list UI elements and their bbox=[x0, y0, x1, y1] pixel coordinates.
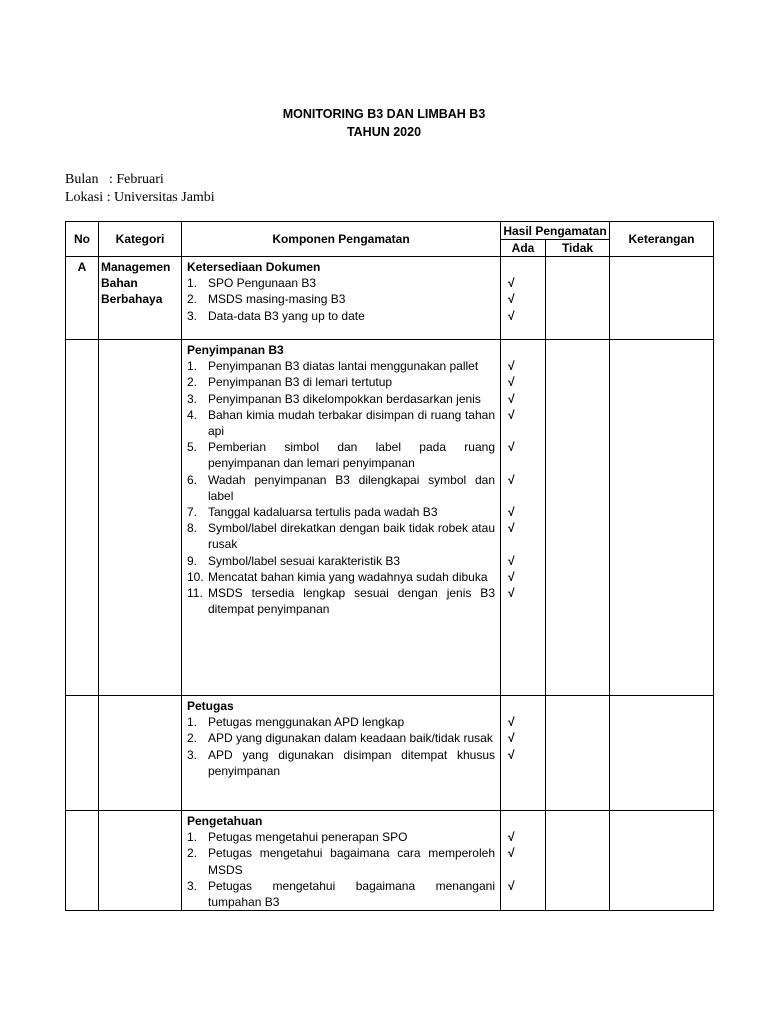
item-text: APD yang digunakan disimpan ditempat khusus penyimpanan bbox=[208, 747, 495, 778]
check-mark-icon: √ bbox=[508, 586, 515, 601]
check-mark-icon: √ bbox=[508, 715, 515, 730]
item-number: 2. bbox=[187, 292, 198, 307]
no-cell: A bbox=[66, 257, 99, 340]
item-text: Petugas mengetahui bagaimana cara memperoleh MSDS bbox=[208, 846, 495, 877]
komponen-cell bbox=[182, 811, 501, 911]
item-number: 1. bbox=[187, 276, 198, 291]
item-number: 6. bbox=[187, 472, 198, 487]
document-year: TAHUN 2020 bbox=[346, 125, 422, 139]
monitoring-table bbox=[65, 221, 714, 911]
ada-cell bbox=[501, 696, 546, 811]
item-number: 1. bbox=[187, 715, 198, 730]
list-item bbox=[187, 829, 495, 845]
list-item bbox=[187, 472, 495, 504]
ada-cell bbox=[501, 811, 546, 911]
check-mark-icon: √ bbox=[508, 359, 515, 374]
item-text: Pemberian simbol dan label pada ruang penyimpanan dan lemari penyimpanan bbox=[208, 440, 495, 471]
list-item bbox=[187, 275, 495, 291]
item-list bbox=[187, 714, 495, 779]
item-number: 4. bbox=[187, 407, 198, 422]
item-text: Petugas mengetahui bagaimana menangani tumpahan B3 bbox=[208, 878, 495, 910]
check-mark-icon: √ bbox=[508, 521, 515, 536]
item-number: 7. bbox=[187, 505, 198, 520]
item-text: Symbol/label direkatkan dengan baik tidak robek atau rusak bbox=[208, 521, 495, 552]
check-mark-icon: √ bbox=[508, 569, 515, 584]
check-mark-icon: √ bbox=[508, 747, 515, 762]
list-item bbox=[187, 845, 495, 877]
item-text: MSDS tersedia lengkap sesuai dengan jenis B3 ditempat penyimpanan bbox=[208, 586, 495, 617]
header-kategori: Kategori bbox=[99, 222, 182, 257]
document-title: MONITORING B3 DAN LIMBAH B3 bbox=[282, 107, 486, 121]
item-text: APD yang digunakan dalam keadaan baik/tidak rusak bbox=[208, 731, 493, 746]
item-text: Tanggal kadaluarsa tertulis pada wadah B3 bbox=[208, 505, 438, 520]
check-mark-icon: √ bbox=[508, 846, 515, 861]
item-number: 2. bbox=[187, 731, 198, 746]
komponen-cell bbox=[182, 340, 501, 696]
section-title: Ketersediaan Dokumen bbox=[187, 260, 321, 274]
check-mark-icon: √ bbox=[508, 731, 515, 746]
kategori-cell bbox=[99, 257, 182, 340]
check-mark-icon: √ bbox=[508, 553, 515, 568]
list-item bbox=[187, 391, 495, 407]
check-mark-icon: √ bbox=[508, 391, 515, 406]
keterangan-cell bbox=[610, 257, 714, 340]
list-item bbox=[187, 878, 495, 910]
check-mark-icon: √ bbox=[508, 375, 515, 390]
list-item bbox=[187, 747, 495, 779]
section-row bbox=[66, 696, 714, 811]
tidak-cell bbox=[546, 340, 610, 696]
ada-cell bbox=[501, 340, 546, 696]
kategori-line: Bahan bbox=[101, 276, 138, 291]
header-no: No bbox=[66, 222, 99, 257]
item-text: Petugas mengetahui penerapan SPO bbox=[208, 830, 408, 845]
item-text: Bahan kimia mudah terbakar disimpan di ruang tahan api bbox=[208, 407, 495, 439]
section-title: Petugas bbox=[187, 699, 234, 713]
no-cell bbox=[66, 696, 99, 811]
section-row bbox=[66, 811, 714, 911]
check-mark-icon: √ bbox=[508, 308, 515, 323]
item-list bbox=[187, 275, 495, 324]
check-mark-icon: √ bbox=[508, 878, 515, 893]
item-number: 3. bbox=[187, 308, 198, 323]
list-item bbox=[187, 374, 495, 390]
item-number: 8. bbox=[187, 521, 198, 536]
check-mark-icon: √ bbox=[508, 292, 515, 307]
list-item bbox=[187, 714, 495, 730]
item-number: 5. bbox=[187, 440, 198, 455]
list-item bbox=[187, 553, 495, 569]
section-row bbox=[66, 340, 714, 696]
check-mark-icon: √ bbox=[508, 505, 515, 520]
bulan-line: Bulan : Februari bbox=[65, 172, 164, 187]
item-text: Symbol/label sesuai karakteristik B3 bbox=[208, 553, 401, 568]
item-text: Penyimpanan B3 di lemari tertutup bbox=[208, 375, 393, 390]
komponen-cell bbox=[182, 696, 501, 811]
header-tidak: Tidak bbox=[546, 240, 610, 257]
header-komponen: Komponen Pengamatan bbox=[182, 222, 501, 257]
list-item bbox=[187, 439, 495, 471]
list-item bbox=[187, 407, 495, 439]
item-text: Penyimpanan B3 diatas lantai menggunakan pallet bbox=[208, 359, 479, 374]
kategori-cell bbox=[99, 340, 182, 696]
keterangan-cell bbox=[610, 696, 714, 811]
item-number: 2. bbox=[187, 846, 198, 861]
no-cell bbox=[66, 340, 99, 696]
list-item bbox=[187, 504, 495, 520]
list-item bbox=[187, 291, 495, 307]
item-number: 3. bbox=[187, 878, 198, 893]
check-mark-icon: √ bbox=[508, 407, 515, 422]
list-item bbox=[187, 520, 495, 552]
komponen-cell bbox=[182, 257, 501, 340]
ada-cell bbox=[501, 257, 546, 340]
tidak-cell bbox=[546, 696, 610, 811]
check-mark-icon: √ bbox=[508, 440, 515, 455]
kategori-line: Managemen bbox=[101, 260, 171, 274]
header-keterangan: Keterangan bbox=[610, 222, 714, 257]
header-ada: Ada bbox=[501, 240, 546, 257]
list-item bbox=[187, 308, 495, 324]
item-number: 1. bbox=[187, 359, 198, 374]
item-text: Petugas menggunakan APD lengkap bbox=[208, 715, 405, 730]
item-number: 3. bbox=[187, 747, 198, 762]
keterangan-cell bbox=[610, 340, 714, 696]
item-text: Data-data B3 yang up to date bbox=[208, 308, 365, 323]
no-cell bbox=[66, 811, 99, 911]
check-mark-icon: √ bbox=[508, 830, 515, 845]
item-text: Penyimpanan B3 dikelompokkan berdasarkan jenis bbox=[208, 391, 481, 406]
item-list bbox=[187, 358, 495, 617]
list-item bbox=[187, 569, 495, 585]
keterangan-cell bbox=[610, 811, 714, 911]
kategori-cell bbox=[99, 696, 182, 811]
item-number: 2. bbox=[187, 375, 198, 390]
item-number: 1. bbox=[187, 830, 198, 845]
check-mark-icon: √ bbox=[508, 472, 515, 487]
item-text: Mencatat bahan kimia yang wadahnya sudah dibuka bbox=[208, 569, 488, 584]
kategori-line: Berbahaya bbox=[101, 292, 163, 307]
tidak-cell bbox=[546, 257, 610, 340]
item-text: MSDS masing-masing B3 bbox=[208, 292, 346, 307]
header-hasil-pengamatan: Hasil Pengamatan bbox=[501, 222, 610, 240]
check-mark-icon: √ bbox=[508, 276, 515, 291]
section-row bbox=[66, 257, 714, 340]
item-number: 9. bbox=[187, 553, 198, 568]
tidak-cell bbox=[546, 811, 610, 911]
list-item bbox=[187, 730, 495, 746]
list-item bbox=[187, 585, 495, 617]
item-text: Wadah penyimpanan B3 dilengkapai symbol dan label bbox=[208, 472, 495, 503]
lokasi-line: Lokasi : Universitas Jambi bbox=[65, 190, 215, 205]
item-list bbox=[187, 829, 495, 910]
section-title: Penyimpanan B3 bbox=[187, 343, 284, 357]
list-item bbox=[187, 358, 495, 374]
item-text: SPO Pengunaan B3 bbox=[208, 276, 317, 291]
section-title: Pengetahuan bbox=[187, 814, 263, 828]
item-number: 10. bbox=[187, 569, 204, 584]
item-number: 11. bbox=[187, 586, 203, 601]
kategori-cell bbox=[99, 811, 182, 911]
item-number: 3. bbox=[187, 391, 198, 406]
